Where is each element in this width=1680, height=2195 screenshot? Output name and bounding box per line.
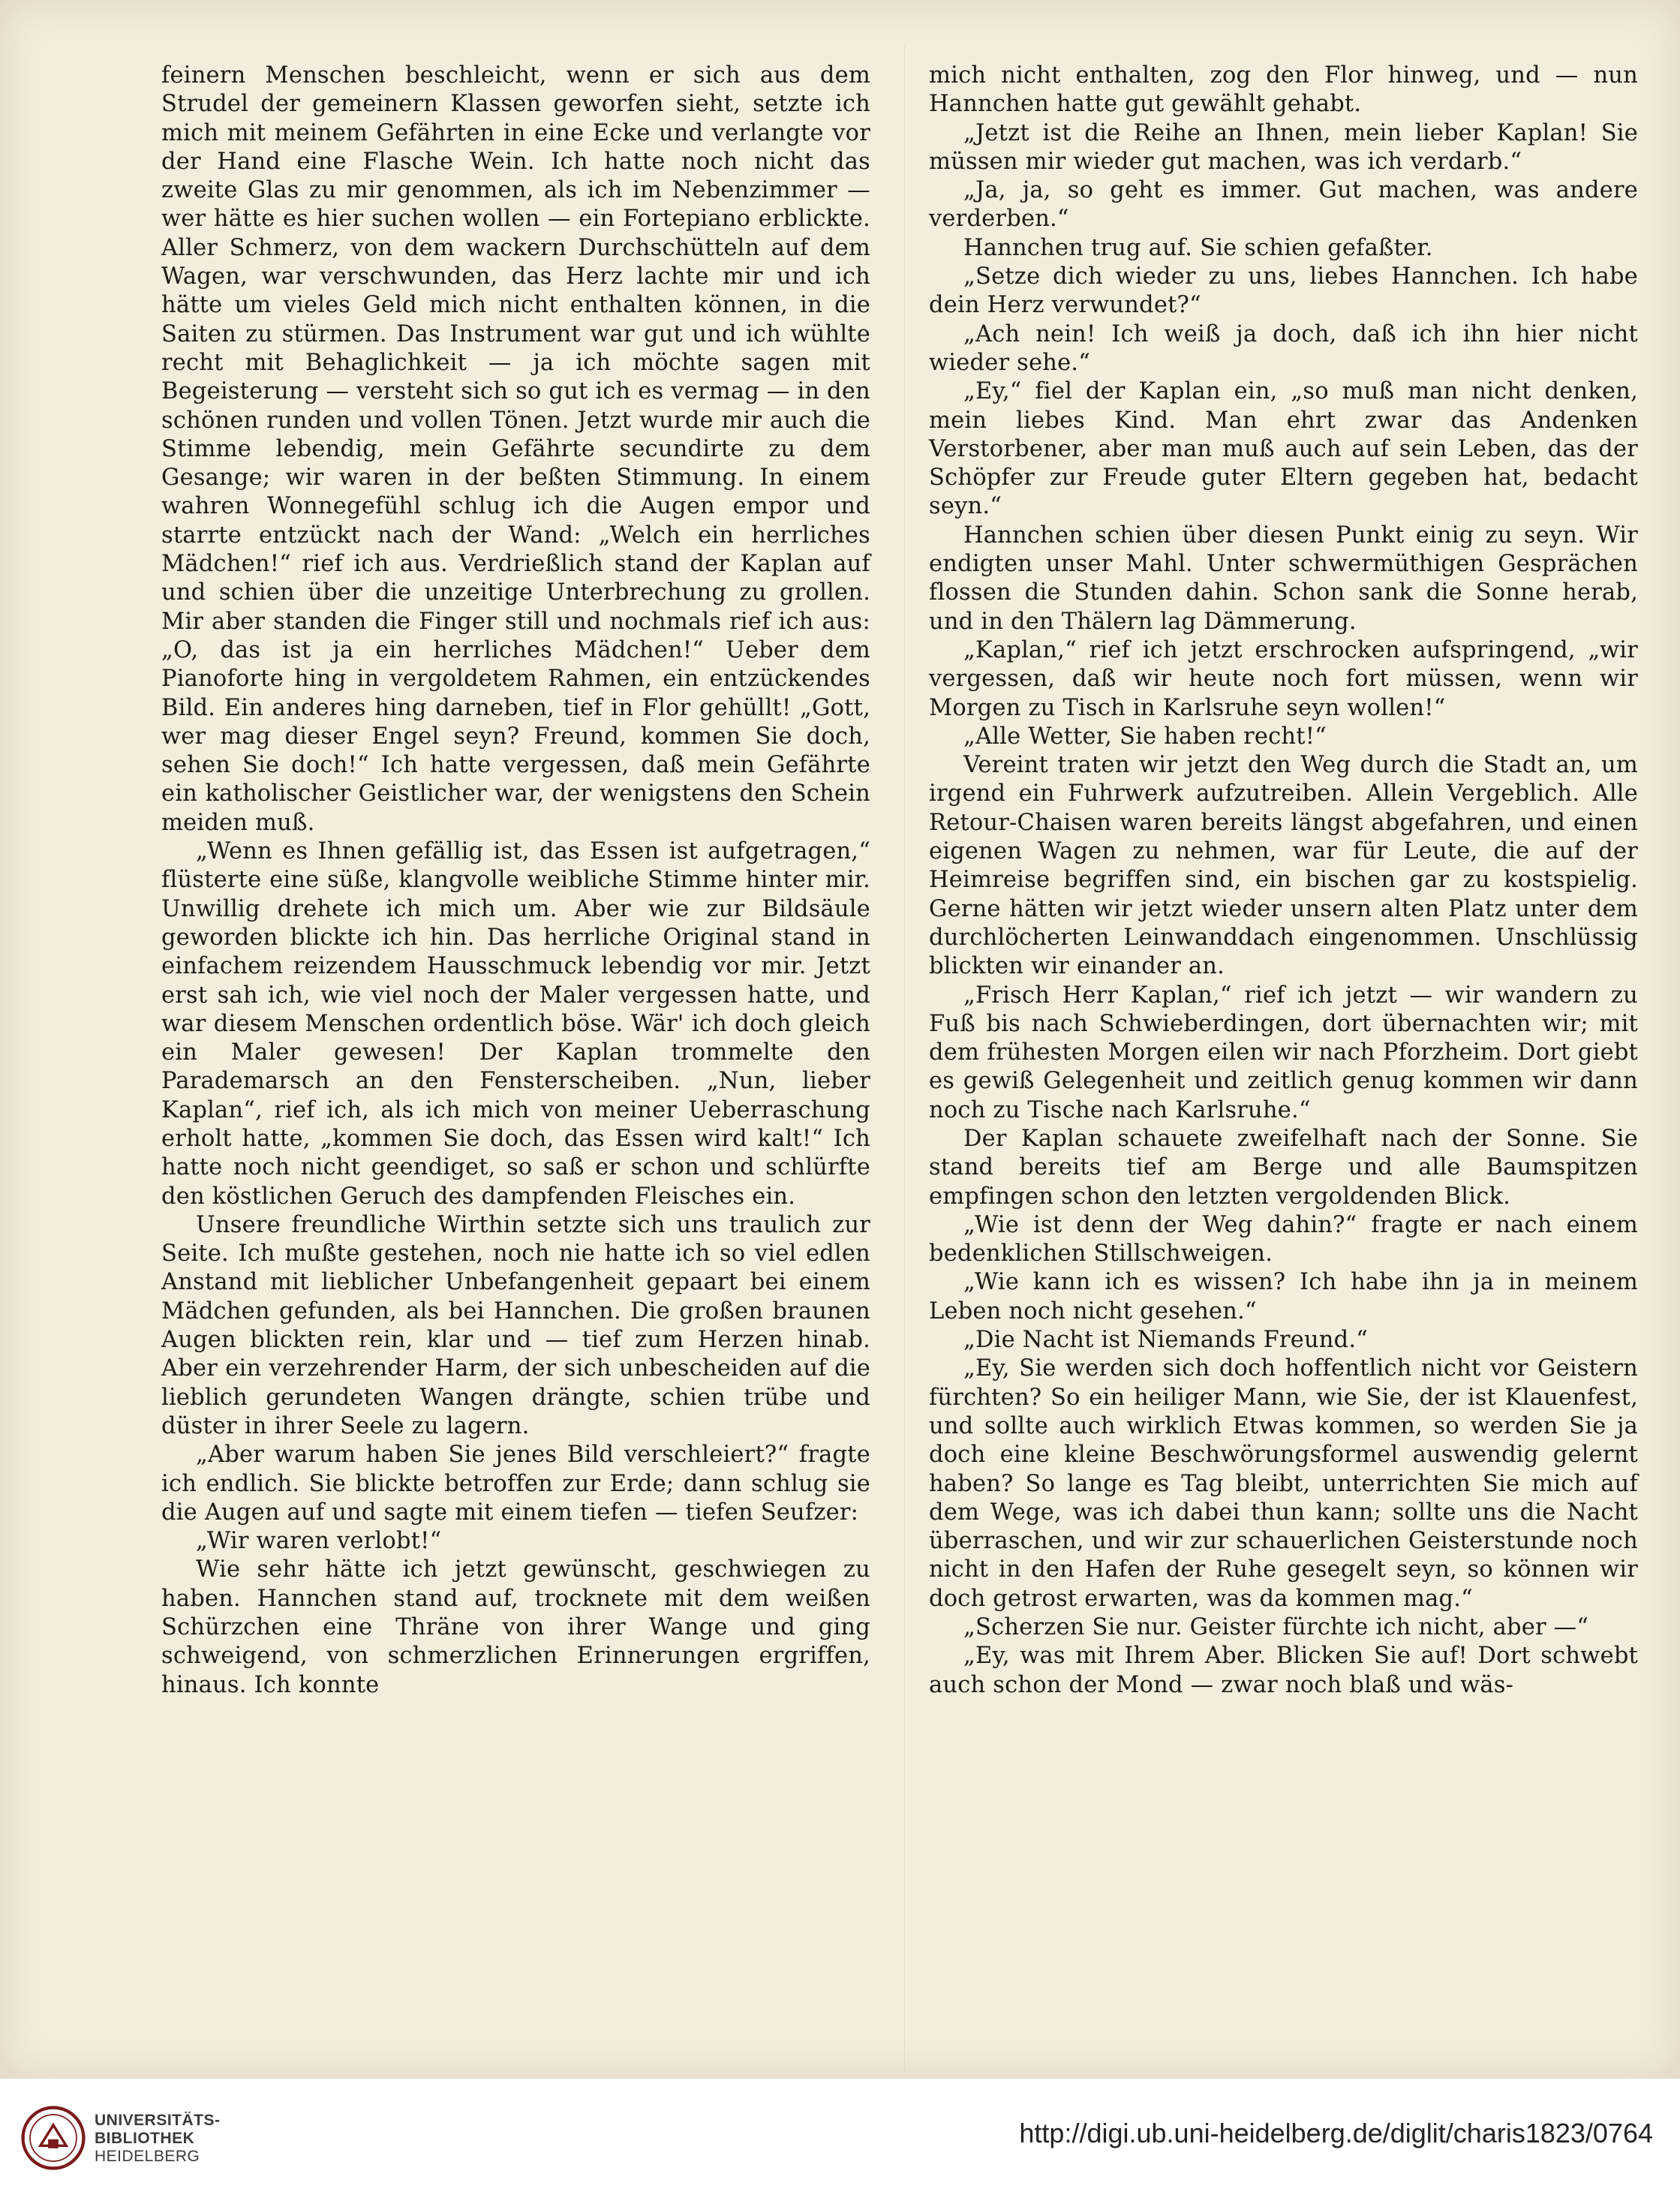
paragraph: „Ja, ja, so geht es immer. Gut machen, was andere verderben.“ bbox=[929, 177, 1638, 233]
paragraph: mich nicht enthalten, zog den Flor hinweg, und — nun Hannchen hatte gut gewählt gehabt. bbox=[929, 62, 1638, 118]
source-url-link[interactable]: http://digi.ub.uni-heidelberg.de/diglit/charis1823/0764 bbox=[1019, 2118, 1653, 2148]
left-text-column bbox=[161, 62, 870, 1700]
paragraph: Wie sehr hätte ich jetzt gewünscht, geschwiegen zu haben. Hannchen stand auf, trocknete mit dem weißen Schürzchen eine Thräne von ihrer Wange und ging schweigend, von schmerzlichen Erinnerungen ergriffen, hinaus. Ich konnte bbox=[161, 1556, 870, 1698]
paragraph: „Ey,“ fiel der Kaplan ein, „so muß man nicht denken, mein liebes Kind. Man ehrt zwar das Andenken Verstorbener, aber man muß auch auf sein Leben, das der Schöpfer zur Freude guter Eltern gegeben hat, bedacht seyn.“ bbox=[929, 378, 1638, 520]
paragraph: Unsere freundliche Wirthin setzte sich uns traulich zur Seite. Ich mußte gestehen, noch nie hatte ich so viel edlen Anstand mit lieblicher Unbefangenheit gepaart bei einem Mädchen gefunden, als bei Hannchen. Die großen braunen Augen blickten rein, klar und — tief zum Herzen hinab. Aber ein verzehrender Harm, der sich unbescheiden auf die lieblich gerundeten Wangen drängte, schien trübe und düster in ihrer Seele zu lagern. bbox=[161, 1211, 870, 1439]
paragraph: „Jetzt ist die Reihe an Ihnen, mein lieber Kaplan! Sie müssen mir wieder gut machen, was ich verdarb.“ bbox=[929, 119, 1638, 175]
paragraph: „Aber warum haben Sie jenes Bild verschleiert?“ fragte ich endlich. Sie blickte betroffen zur Erde; dann schlug sie die Augen auf und sagte mit einem tiefen — tiefen Seufzer: bbox=[161, 1442, 870, 1526]
paragraph: feinern Menschen beschleicht, wenn er sich aus dem Strudel der gemeinern Klassen geworfen sieht, setzte ich mich mit meinem Gefährten in eine Ecke und verlangte vor der Hand eine Flasche Wein. Ich hatte noch nicht das zweite Glas zu mir genommen, als ich im Nebenzimmer — wer hätte es hier suchen wollen — ein Fortepiano erblickte. Aller Schmerz, von dem wackern Durchschütteln auf dem Wagen, war verschwunden, das Herz lachte mir und ich hätte um vieles Geld mich nicht enthalten können, in die Saiten zu stürmen. Das Instrument war gut und ich wühlte recht mit Behaglichkeit — ja ich möchte sagen mit Begeisterung — versteht sich so gut ich es vermag — in den schönen runden und vollen Tönen. Jetzt wurde mir auch die Stimme lebendig, mein Gefährte secundirte zu dem Gesange; wir waren in der beßten Stimmung. In einem wahren Wonnegefühl schlug ich die Augen empor und starrte entzückt nach der Wand: „Welch ein herrliches Mädchen!“ rief ich aus. Verdrießlich stand der Kaplan auf und schien über die unzeitige Unterbrechung zu grollen. Mir aber standen die Finger still und nochmals rief ich aus: „O, das ist ja ein herrliches Mädchen!“ Ueber dem Pianoforte hing in vergoldetem Rahmen, ein entzückendes Bild. Ein anderes hing darneben, tief in Flor gehüllt! „Gott, wer mag dieser Engel seyn? Freund, kommen Sie doch, sehen Sie doch!“ Ich hatte vergessen, daß mein Gefährte ein katholischer Geistlicher war, der wenigstens den Schein meiden muß. bbox=[161, 62, 870, 836]
paragraph: „Scherzen Sie nur. Geister fürchte ich nicht, aber —“ bbox=[963, 1614, 1589, 1641]
paragraph: „Wir waren verlobt!“ bbox=[196, 1528, 442, 1555]
paragraph: Hannchen trug auf. Sie schien gefaßter. bbox=[963, 234, 1433, 261]
paragraph: „Wenn es Ihnen gefällig ist, das Essen ist aufgetragen,“ flüsterte eine süße, klangvolle weibliche Stimme hinter mir. Unwillig drehete ich mich um. Aber wie zur Bildsäule geworden blickte ich hin. Das herrliche Original stand in einfachem reizendem Hausschmuck lebendig vor mir. Jetzt erst sah ich, wie viel noch der Maler vergessen hatte, und war diesem Menschen ordentlich böse. Wär' ich doch gleich ein Maler gewesen! Der Kaplan trommelte den Parademarsch an den Fensterscheiben. „Nun, lieber Kaplan“, rief ich, als ich mich von meiner Ueberraschung erholt hatte, „kommen Sie doch, das Essen wird kalt!“ Ich hatte noch nicht geendiget, so saß er schon und schlürfte den köstlichen Geruch des dampfenden Fleisches ein. bbox=[161, 838, 870, 1210]
paragraph: „Frisch Herr Kaplan,“ rief ich jetzt — wir wandern zu Fuß bis nach Schwieberdingen, dort übernachten wir; mit dem frühesten Morgen eilen wir nach Pforzheim. Dort giebt es gewiß Gelegenheit und zeitlich genug kommen wir dann noch zu Tische nach Karlsruhe.“ bbox=[929, 982, 1638, 1123]
library-name-line: HEIDELBERG bbox=[95, 2148, 200, 2165]
paragraph: „Ey, was mit Ihrem Aber. Blicken Sie auf! Dort schwebt auch schon der Mond — zwar noch blaß und wäs- bbox=[929, 1643, 1638, 1698]
right-text-column bbox=[929, 62, 1638, 1700]
library-name bbox=[95, 2112, 221, 2166]
paragraph: „Setze dich wieder zu uns, liebes Hannchen. Ich habe dein Herz verwundet?“ bbox=[929, 263, 1638, 319]
library-name-line: BIBLIOTHEK bbox=[95, 2130, 195, 2147]
paragraph: „Wie ist denn der Weg dahin?“ fragte er nach einem bedenklichen Stillschweigen. bbox=[929, 1211, 1638, 1267]
paragraph: „Alle Wetter, Sie haben recht!“ bbox=[963, 723, 1327, 750]
university-seal-icon bbox=[21, 2106, 86, 2170]
paragraph: „Ach nein! Ich weiß ja doch, daß ich ihn hier nicht wieder sehe.“ bbox=[929, 320, 1638, 376]
paragraph: „Wie kann ich es wissen? Ich habe ihn ja in meinem Leben noch nicht gesehen.“ bbox=[929, 1269, 1638, 1325]
paragraph: „Die Nacht ist Niemands Freund.“ bbox=[963, 1327, 1369, 1354]
paragraph: Der Kaplan schauete zweifelhaft nach der Sonne. Sie stand bereits tief am Berge und alle Baumspitzen empfingen schon den letzten vergoldenden Blick. bbox=[929, 1125, 1638, 1210]
paragraph: „Kaplan,“ rief ich jetzt erschrocken aufspringend, „wir vergessen, daß wir heute noch fort müssen, wenn wir Morgen zu Tisch in Karlsruhe seyn wollen!“ bbox=[929, 636, 1638, 721]
paragraph: Hannchen schien über diesen Punkt einig zu seyn. Wir endigten unser Mahl. Unter schwermüthigen Gesprächen flossen die Stunden dahin. Schon sank die Sonne herab, und in den Thälern lag Dämmerung. bbox=[929, 522, 1638, 635]
paragraph: „Ey, Sie werden sich doch hoffentlich nicht vor Geistern fürchten? So ein heiliger Mann, wie Sie, der ist Klauenfest, und sollte auch wirklich Etwas kommen, so werden Sie ja doch eine kleine Beschwörungsformel auswendig gelernt haben? So lange es Tag bleibt, unterrichten Sie mich auf dem Wege, was ich dabei thun kann; sollte uns die Nacht überraschen, und wir zur schauerlichen Geisterstunde noch nicht in den Hafen der Ruhe gesegelt seyn, so können wir doch getrost erwarten, was da kommen mag.“ bbox=[929, 1355, 1638, 1612]
column-gutter bbox=[904, 45, 905, 2071]
library-name-line: UNIVERSITÄTS- bbox=[95, 2112, 221, 2129]
paragraph: Vereint traten wir jetzt den Weg durch die Stadt an, um irgend ein Fuhrwerk aufzutreiben. Allein Vergeblich. Alle Retour-Chaisen waren bereits längst abgefahren, und einen eigenen Wagen zu nehmen, war für Leute, die auf der Heimreise begriffen sind, ein bischen gar zu kostspielig. Gerne hätten wir jetzt wieder unsern alten Platz unter dem durchlöcherten Leinwanddach eingenommen. Unschlüssig blickten wir einander an. bbox=[929, 752, 1638, 980]
